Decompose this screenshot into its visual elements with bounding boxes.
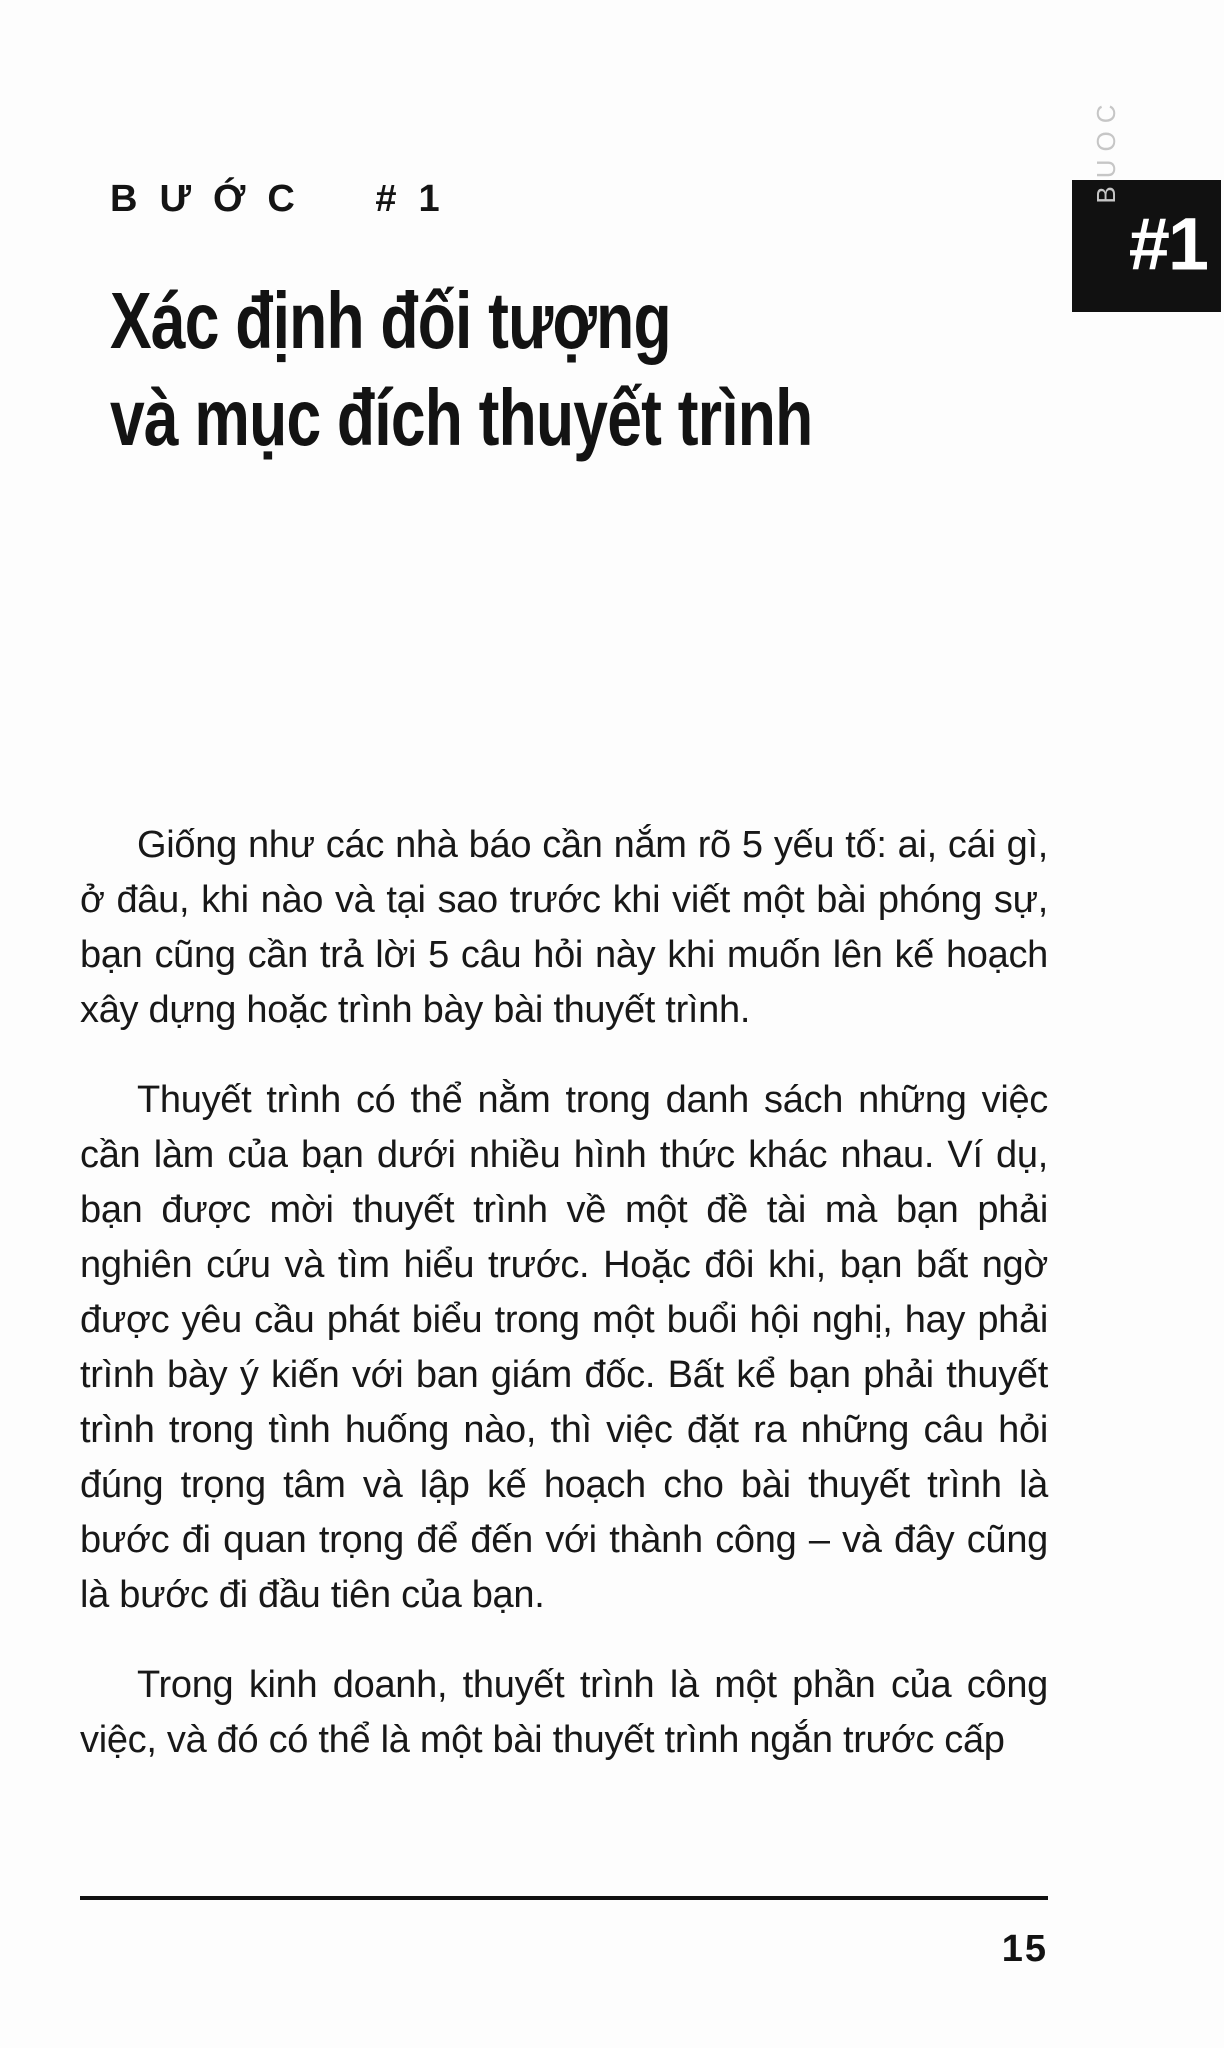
chapter-tab-vertical-label: BUOC [1091,96,1121,204]
page-title [110,272,1124,466]
page-number: 15 [1001,1928,1048,1970]
body-paragraph-3: Trong kinh doanh, thuyết trình là một phần của công việc, và đó có thể là một bài thuyết trình ngắn trước cấp [80,1664,1048,1761]
body-paragraph-2: Thuyết trình có thể nằm trong danh sách những việc cần làm của bạn dưới nhiều hình thức khác nhau. Ví dụ, bạn được mời thuyết trình về một đề tài mà bạn phải nghiên cứu và tìm hiểu trước. Hoặc đôi khi, bạn bất ngờ được yêu cầu phát biểu trong một buổi hội nghị, hay phải trình bày ý kiến với ban giám đốc. Bất kể bạn phải thuyết trình trong tình huống nào, thì việc đặt ra những câu hỏi đúng trọng tâm và lập kế hoạch cho bài thuyết trình là bước đi quan trọng để đến với thành công – và đây cũng là bước đi đầu tiên của bạn. [80,1079,1048,1616]
body-paragraph-1: Giống như các nhà báo cần nắm rõ 5 yếu tố: ai, cái gì, ở đâu, khi nào và tại sao trước khi viết một bài phóng sự, bạn cũng cần trả lời 5 câu hỏi này khi muốn lên kế hoạch xây dựng hoặc trình bày bài thuyết trình. [80,824,1048,1031]
chapter-tab-number: #1 [1128,202,1207,286]
body-text [80,818,1048,1803]
footer-rule [80,1896,1048,1900]
title-line-1: Xác định đối tượng [110,276,671,365]
step-kicker: BƯỚC #1 [110,178,462,220]
title-line-2: và mục đích thuyết trình [110,373,813,462]
